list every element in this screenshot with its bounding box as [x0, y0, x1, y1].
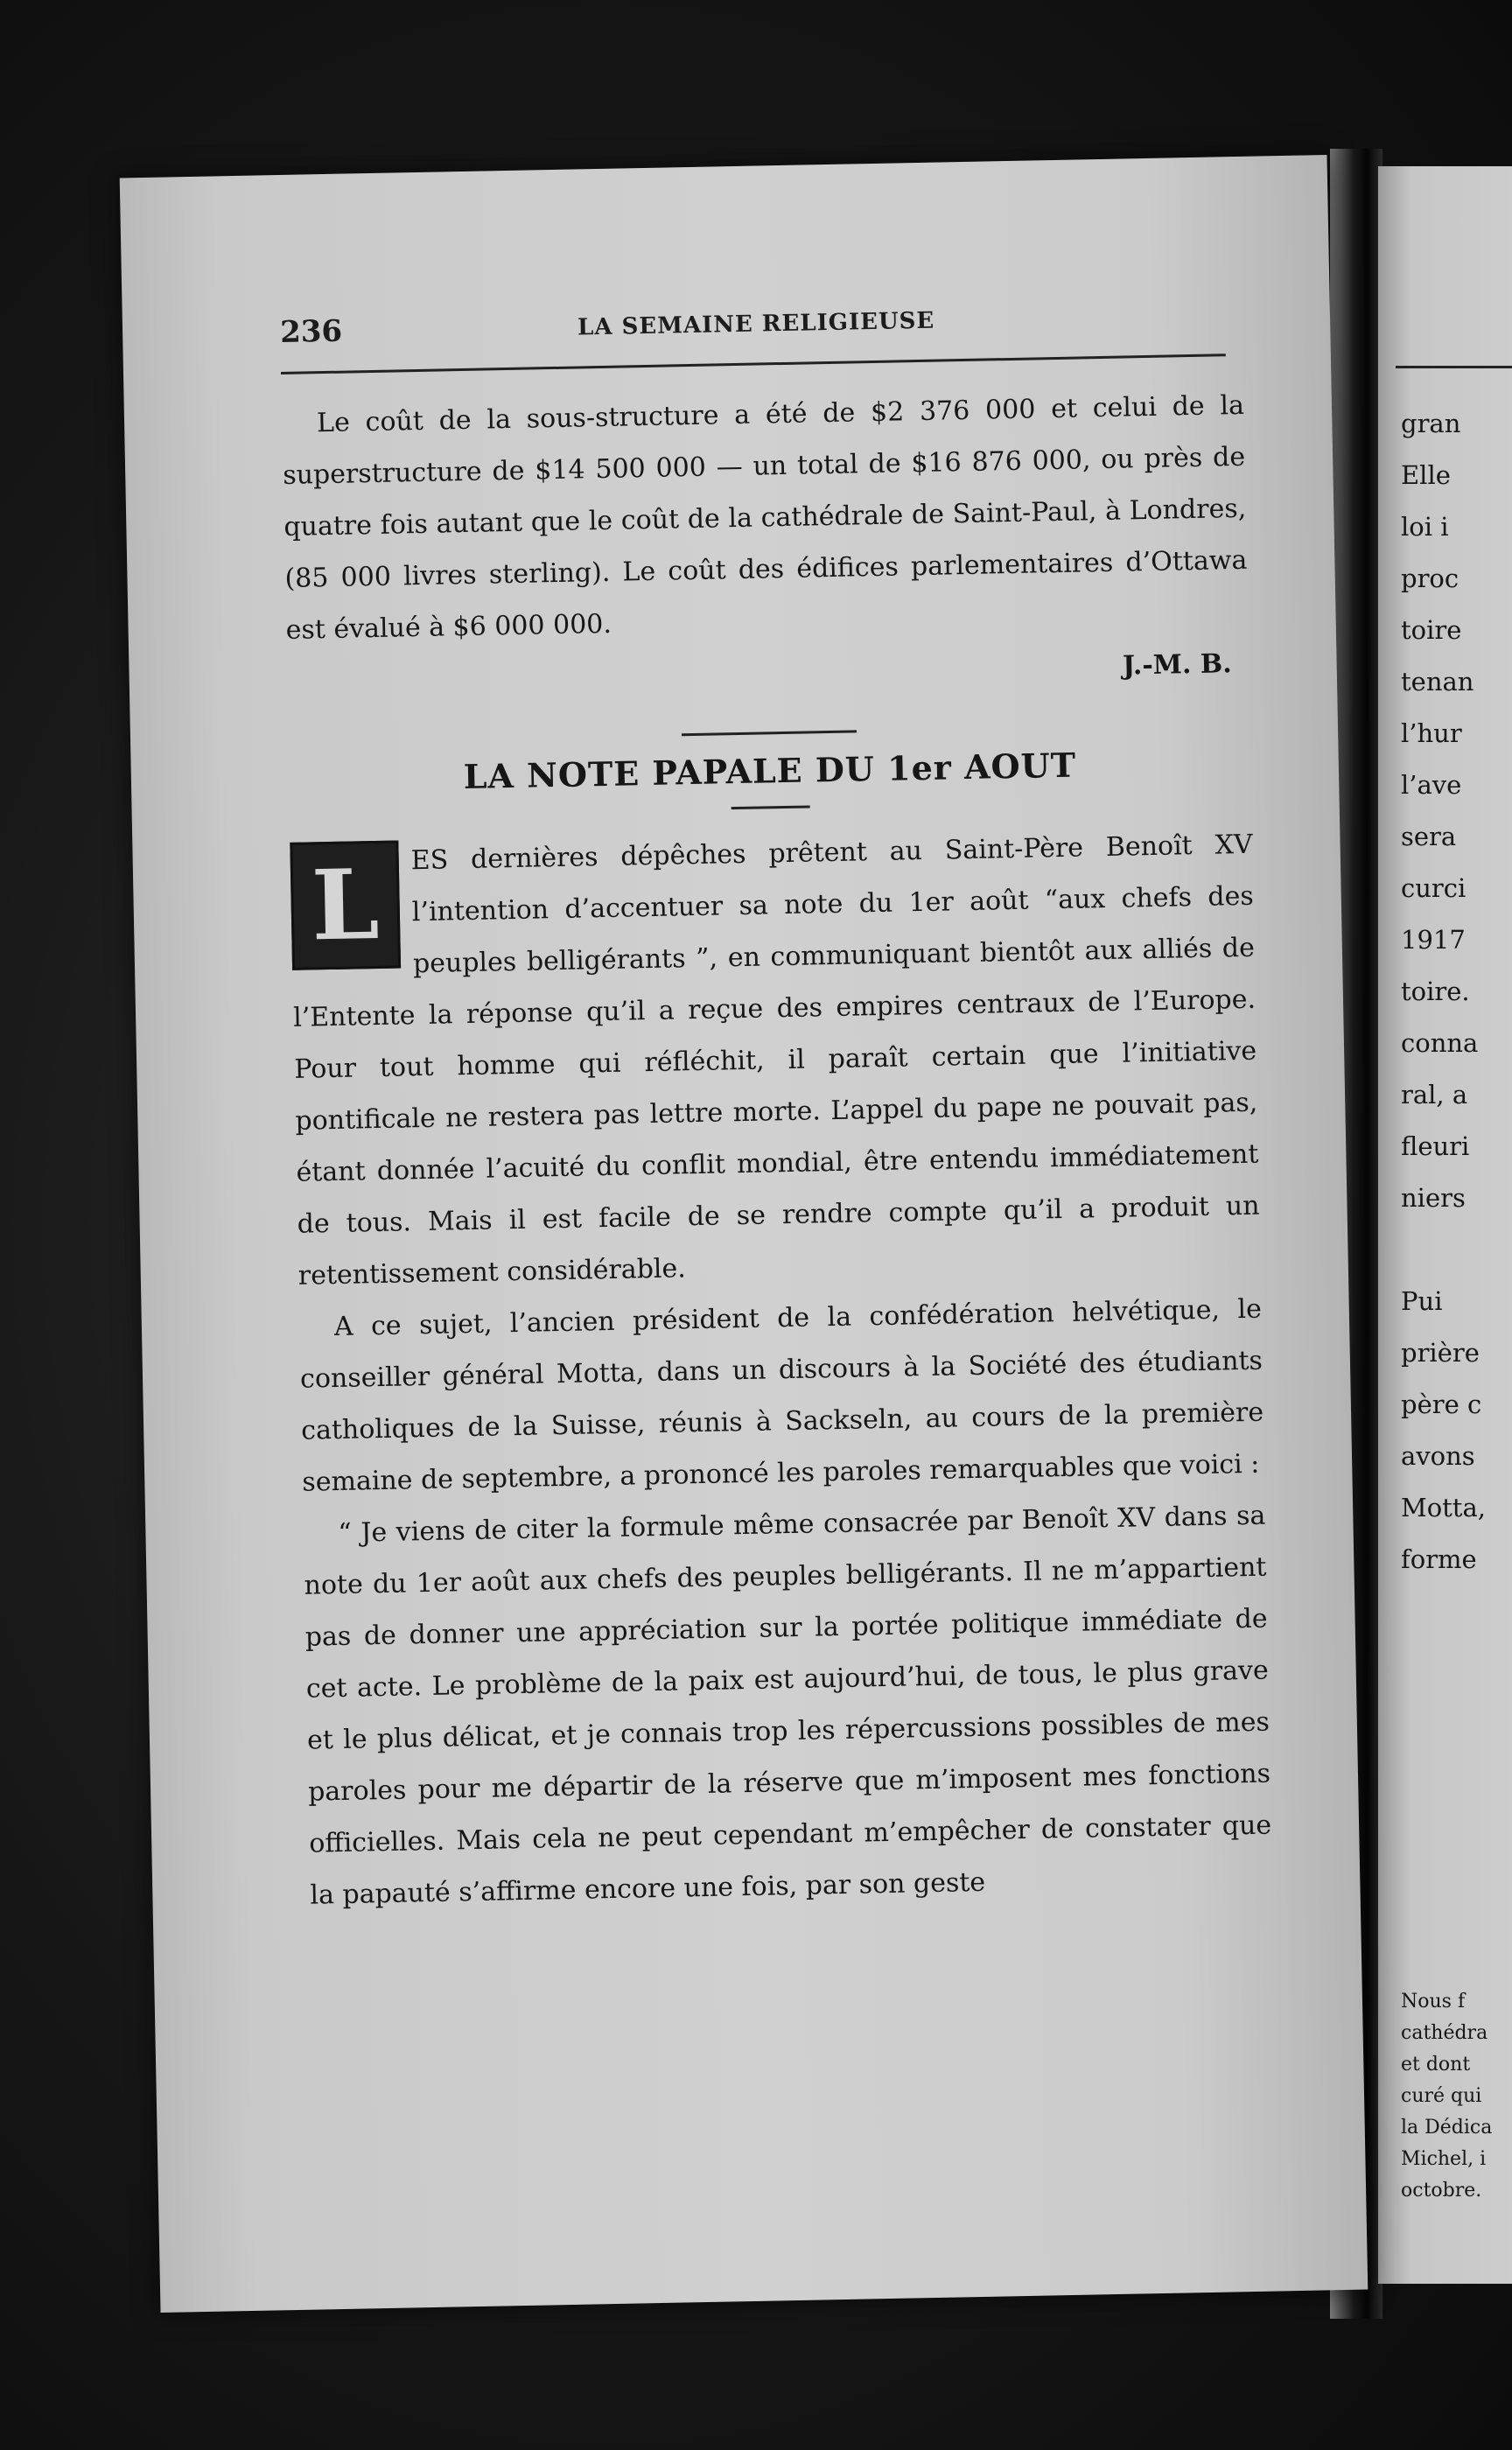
facing-page-line: forme [1401, 1544, 1477, 1574]
facing-page-footnote-line: octobre. [1401, 2180, 1482, 2202]
facing-page-line: proc [1401, 564, 1460, 593]
facing-page-line: sera [1401, 822, 1457, 851]
page-number: 236 [279, 313, 343, 350]
section-rule-bottom [732, 805, 810, 809]
paragraph-1 [290, 819, 1261, 1302]
facing-page-line: toire [1401, 615, 1462, 645]
facing-page-line: 1917 [1401, 925, 1466, 955]
facing-page-footnote-line: la Dédica [1401, 2117, 1493, 2138]
facing-page-line: niers [1401, 1183, 1466, 1213]
drop-cap-letter: L [290, 840, 401, 970]
facing-page-line: l’hur [1401, 718, 1462, 748]
facing-page-line: l’ave [1401, 770, 1462, 800]
facing-page-rule [1396, 366, 1512, 368]
author-signature: J.-M. B. [1122, 648, 1232, 682]
facing-page-line: Pui [1401, 1286, 1443, 1316]
facing-page [1378, 166, 1512, 2284]
facing-page-line: fleuri [1401, 1131, 1470, 1161]
facing-page-line: prière [1401, 1338, 1480, 1368]
running-head [279, 297, 1225, 350]
facing-page-line: toire. [1401, 976, 1470, 1006]
facing-page-line: curci [1401, 873, 1466, 903]
paragraph-2: A ce sujet, l’ancien président de la confédération helvétique, le conseiller général Motta, dans un discours à la Société des étudiants catholiques de la Suisse, réunis à Sackseln, au cours de la première semaine de septembre, a prononcé les paroles remarquables que voici : [299, 1293, 1264, 1498]
journal-title: LA SEMAINE RELIGIEUSE [577, 307, 935, 341]
facing-page-line: Elle [1401, 460, 1451, 490]
facing-page-footnote-line: Michel, i [1401, 2148, 1487, 2170]
facing-page-line: ral, a [1401, 1080, 1468, 1110]
facing-page-text [1401, 398, 1486, 1586]
facing-page-footnote-line: cathédra [1401, 2022, 1488, 2044]
page-body [282, 380, 1273, 1922]
paragraph-3-quote: “ Je viens de citer la formule même consacrée par Benoît XV dans sa note du 1er août aux chefs des peuples belligérants. Il ne m’appartient pas de donner une appréciation sur la portée politique immédiate de cet acte. Le problème de la paix est aujourd’hui, de tous, le plus grave et le plus délicat, et je connais trop les répercussions possibles de mes paroles pour me départir de la réserve que m’imposent mes fonctions officielles. Mais cela ne peut cependant m’empêcher de constater que la papauté s’affirme encore une fois, par son geste [304, 1500, 1272, 1911]
facing-page-footnote-line: Nous f [1401, 1991, 1466, 2012]
facing-page-line: père c [1401, 1390, 1482, 1419]
facing-page-line: Motta, [1401, 1493, 1486, 1522]
section-title: LA NOTE PAPALE DU 1er AOUT [463, 745, 1077, 797]
header-rule [281, 354, 1226, 374]
facing-page-line: gran [1401, 409, 1461, 438]
facing-page-line: loi i [1401, 512, 1449, 542]
facing-page-footnote-line: curé qui [1401, 2085, 1482, 2107]
facing-page-line: tenan [1401, 667, 1474, 696]
facing-page-footnote-line: et dont [1401, 2054, 1471, 2076]
facing-page-line [1401, 1224, 1486, 1276]
book-page [120, 155, 1368, 2313]
facing-page-line: avons [1401, 1441, 1475, 1471]
paragraph-1-text: ES dernières dépêches prêtent au Saint-Père Benoît XV l’intention d’accentuer sa note du 1er août “aux chefs des peuples belligérants ”, en communiquant bientôt aux alliés de l’Entente la réponse qu’il a reçue des empires centraux de l’Europe. Pour tout homme qui réfléchit, il paraît certain que l’initiative pontificale ne restera pas lettre morte. L’appel du pape ne pouvait pas, étant donnée l’acuité du conflit mondial, être entendu immédiatement de tous. Mais il est facile de se rendre compte qu’il a produit un retentissement considérable. [292, 829, 1260, 1292]
facing-page-footnote [1401, 1986, 1492, 2207]
facing-page-line: conna [1401, 1028, 1479, 1058]
top-paragraph: Le coût de la sous-structure a été de $2 376 000 et celui de la superstructure de $14 500 000 — un total de $16 876 000, ou près de quatre fois autant que le coût de la cathédrale de Saint-Paul, à Londres, (85 000 livres sterling). Le coût des édifices parlementaires d’Ottawa est évalué à $6 000 000. [282, 389, 1248, 646]
section-rule-top [682, 730, 857, 736]
